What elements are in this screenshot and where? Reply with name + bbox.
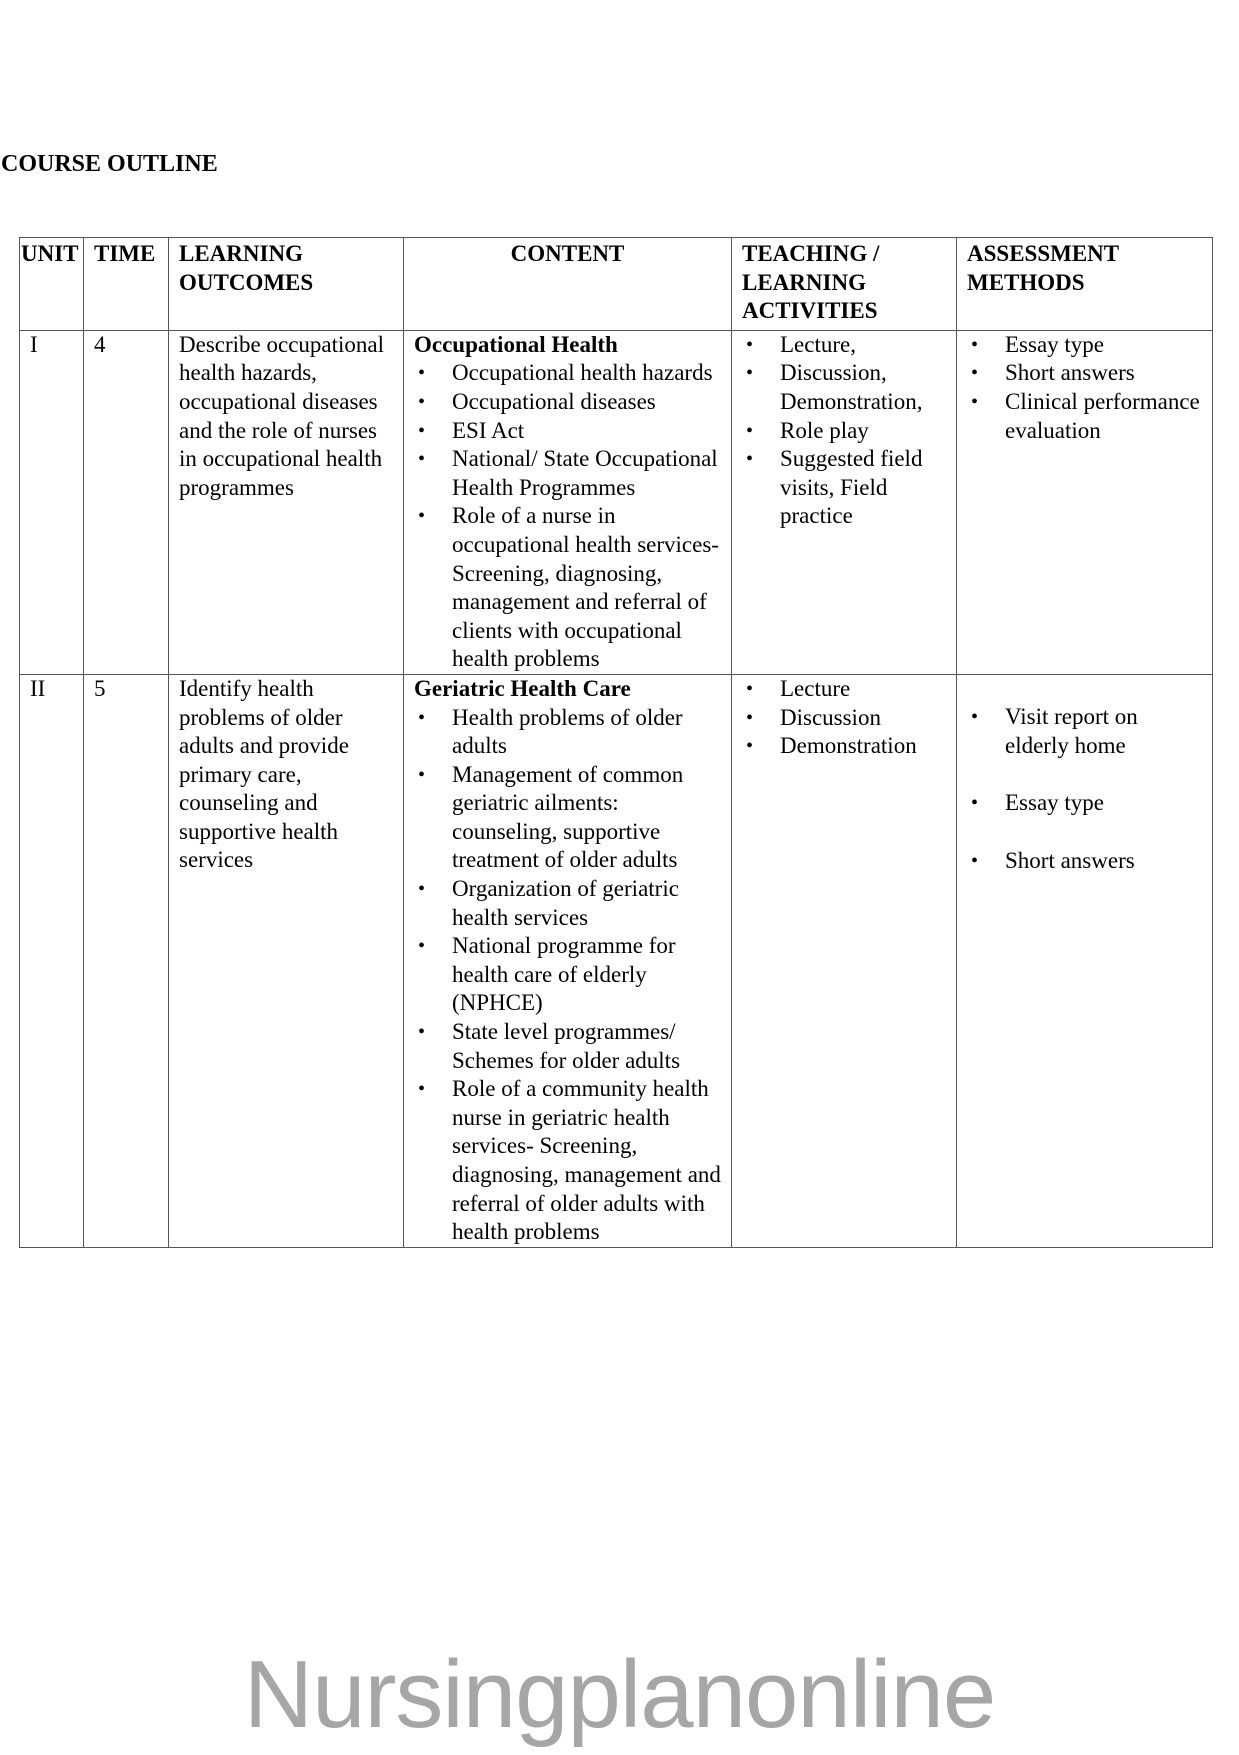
content-cell (404, 330, 732, 674)
bullet-icon: • (418, 390, 426, 413)
content-heading: Occupational Health (414, 331, 618, 357)
bullet-icon: • (418, 763, 426, 786)
bullet-icon: • (746, 362, 754, 385)
bullet-icon: • (971, 362, 979, 385)
learning-outcome-cell: Describe occupational health hazards, occupational diseases and the role of nurses in occupational health programmes (169, 330, 404, 674)
bullet-icon: • (746, 448, 754, 471)
learning-outcome-cell: Identify health problems of older adults and provide primary care, counseling and supportive health services (169, 674, 404, 1247)
bullet-icon: • (418, 419, 426, 442)
assessment-item (967, 703, 1202, 760)
content-item-text: ESI Act (452, 417, 525, 443)
assessment-cell (957, 330, 1213, 674)
teaching-activity-item-text: Discussion, Demonstration, (780, 360, 923, 414)
bullet-icon: • (971, 390, 979, 413)
content-item (414, 359, 721, 388)
table-header-row (20, 238, 1213, 331)
header-content: CONTENT (404, 238, 732, 331)
header-assessment: ASSESSMENT METHODS (957, 238, 1213, 331)
teaching-activity-item (742, 675, 946, 704)
assessment-item-text: Short answers (1005, 847, 1135, 873)
bullet-icon: • (418, 448, 426, 471)
content-item (414, 875, 721, 932)
content-heading: Geriatric Health Care (414, 675, 631, 701)
table-row (20, 330, 1213, 674)
content-item-text: Occupational diseases (452, 388, 656, 414)
assessment-list (967, 703, 1202, 875)
course-outline-table (19, 237, 1213, 1248)
content-item-text: Role of a nurse in occupational health services- Screening, diagnosing, management and referral of clients with occupational health problems (452, 503, 719, 672)
unit-cell: I (20, 330, 84, 674)
bullet-icon: • (746, 677, 754, 700)
teaching-activity-item-text: Discussion (780, 704, 881, 730)
table-row (20, 674, 1213, 1247)
bullet-icon: • (971, 705, 979, 728)
teaching-learning-cell (732, 330, 957, 674)
header-learning-outcomes: LEARNING OUTCOMES (169, 238, 404, 331)
content-list (414, 704, 721, 1247)
bullet-icon: • (971, 792, 979, 815)
content-item-text: Health problems of older adults (452, 704, 683, 759)
teaching-activity-item (742, 331, 946, 360)
bullet-icon: • (418, 1078, 426, 1101)
teaching-activity-item-text: Demonstration (780, 733, 917, 759)
content-item-text: State level programmes/ Schemes for older adults (452, 1019, 681, 1073)
teaching-activity-item (742, 704, 946, 733)
teaching-activity-item (742, 732, 946, 761)
content-item (414, 388, 721, 417)
teaching-activity-item-text: Role play (780, 417, 869, 443)
bullet-icon: • (418, 505, 426, 528)
bullet-icon: • (418, 935, 426, 958)
bullet-icon: • (418, 878, 426, 901)
content-item-text: Role of a community health nurse in geriatric health services- Screening, diagnosing, management and referral of older adults with health problems (452, 1076, 721, 1245)
teaching-activity-item-text: Lecture (780, 675, 851, 701)
assessment-item-text: Visit report on elderly home (1005, 703, 1138, 758)
bullet-icon: • (746, 735, 754, 758)
content-list (414, 359, 721, 674)
time-cell: 5 (84, 674, 169, 1247)
teaching-activity-item (742, 445, 946, 531)
content-item-text: Management of common geriatric ailments: counseling, supportive treatment of older adults (452, 761, 684, 873)
content-item-text: National programme for health care of elderly (NPHCE) (452, 933, 676, 1016)
content-item (414, 445, 721, 502)
content-item (414, 704, 721, 761)
content-item (414, 502, 721, 674)
assessment-cell (957, 674, 1213, 1247)
teaching-activity-item (742, 359, 946, 416)
content-cell (404, 674, 732, 1247)
bullet-icon: • (971, 849, 979, 872)
content-item-text: National/ State Occupational Health Programmes (452, 446, 718, 500)
content-item (414, 761, 721, 875)
header-unit: UNIT (20, 238, 84, 331)
watermark: Nursingplanonline (243, 1641, 996, 1748)
bullet-icon: • (746, 333, 754, 356)
page-title: COURSE OUTLINE (1, 151, 218, 177)
teaching-learning-cell (732, 674, 957, 1247)
teaching-learning-list (742, 675, 946, 761)
assessment-item (967, 789, 1202, 818)
content-item (414, 932, 721, 1018)
assessment-item-text: Essay type (1005, 790, 1105, 816)
bullet-icon: • (746, 419, 754, 442)
teaching-activity-item (742, 417, 946, 446)
header-teaching-learning: TEACHING / LEARNING ACTIVITIES (732, 238, 957, 331)
assessment-item-text: Essay type (1005, 331, 1105, 357)
bullet-icon: • (746, 706, 754, 729)
assessment-item-text: Clinical performance evaluation (1005, 388, 1200, 443)
assessment-item (967, 847, 1202, 876)
bullet-icon: • (418, 362, 426, 385)
content-item-text: Organization of geriatric health services (452, 876, 679, 930)
bullet-icon: • (418, 1021, 426, 1044)
teaching-learning-list (742, 331, 946, 531)
content-item (414, 1018, 721, 1075)
bullet-icon: • (418, 706, 426, 729)
content-item (414, 417, 721, 446)
content-item (414, 1075, 721, 1247)
assessment-item (967, 331, 1202, 360)
teaching-activity-item-text: Suggested field visits, Field practice (780, 446, 923, 529)
assessment-item (967, 359, 1202, 388)
assessment-item-text: Short answers (1005, 360, 1135, 386)
teaching-activity-item-text: Lecture, (780, 331, 856, 357)
bullet-icon: • (971, 333, 979, 356)
time-cell: 4 (84, 330, 169, 674)
assessment-item (967, 388, 1202, 445)
content-item-text: Occupational health hazards (452, 360, 713, 386)
assessment-list (967, 331, 1202, 445)
unit-cell: II (20, 674, 84, 1247)
header-time: TIME (84, 238, 169, 331)
